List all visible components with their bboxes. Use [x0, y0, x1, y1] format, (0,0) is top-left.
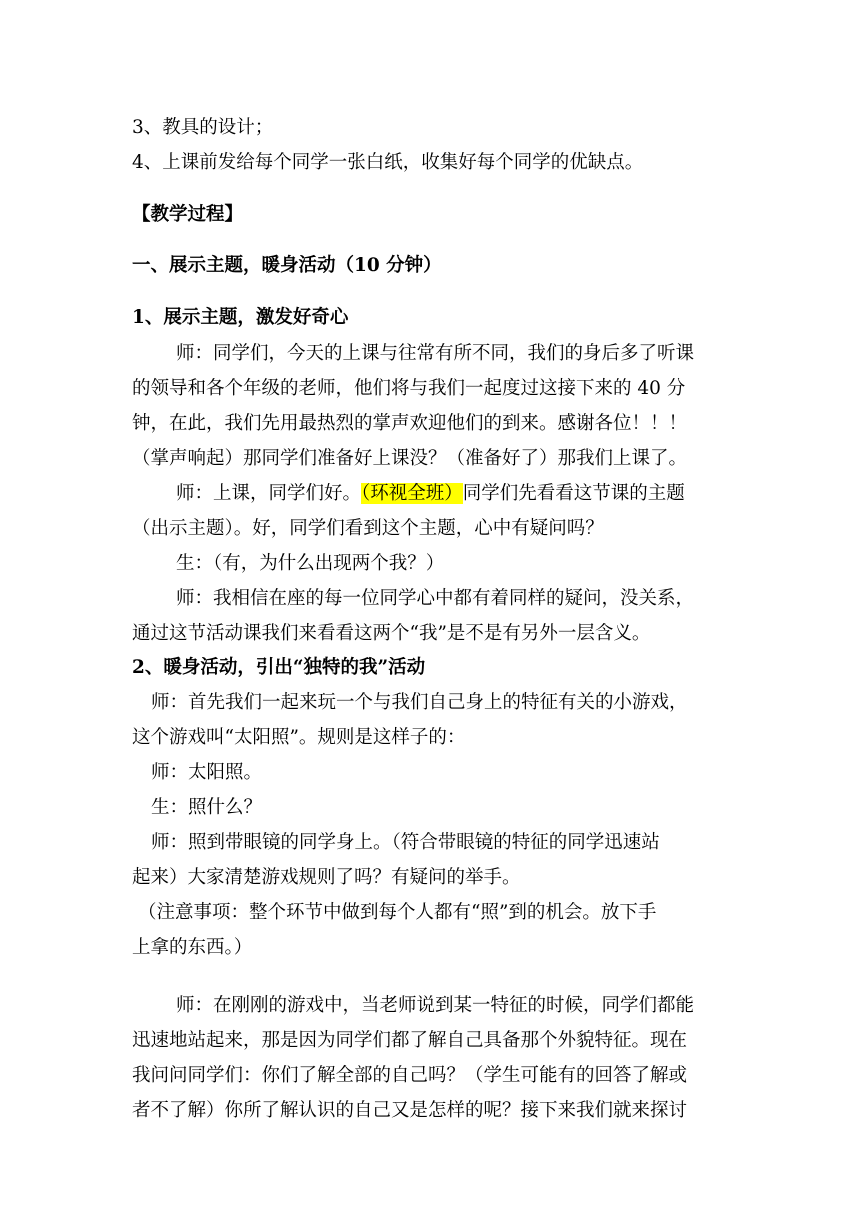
paragraph-line: （掌声响起）那同学们准备好上课没？（准备好了）那我们上课了。: [132, 448, 688, 469]
paragraph-line: 师：在刚刚的游戏中，当老师说到某一特征的时候，同学们都能: [176, 995, 695, 1016]
paragraph-line: 师：我相信在座的每一位同学心中都有着同样的疑问，没关系，: [176, 588, 695, 609]
part1-heading: 一、展示主题，暖身活动（10 分钟）: [132, 255, 442, 276]
highlighted-text: （环视全班）: [361, 483, 463, 504]
note-line: 上拿的东西。）: [132, 937, 253, 958]
paragraph-line: 师：同学们，今天的上课与往常有所不同，我们的身后多了听课: [176, 343, 695, 364]
paragraph-line: 这个游戏叫“太阳照”。规则是这样子的：: [132, 727, 466, 748]
text-span: 同学们先看看这节课的主题: [462, 483, 685, 504]
paragraph-line: 师：太阳照。: [151, 762, 263, 783]
paragraph-line: 迅速地站起来，那是因为同学们都了解自己具备那个外貌特征。现在: [132, 1030, 688, 1051]
paragraph-line: 我问问同学们：你们了解全部的自己吗？（学生可能有的回答了解或: [132, 1065, 688, 1086]
prep-item-3: 3、教具的设计；: [132, 117, 274, 138]
paragraph-line: 师：首先我们一起来玩一个与我们自己身上的特征有关的小游戏，: [151, 692, 688, 713]
paragraph-line: 起来）大家清楚游戏规则了吗？有疑问的举手。: [132, 867, 521, 888]
prep-item-4: 4、上课前发给每个同学一张白纸，收集好每个同学的优缺点。: [132, 152, 644, 173]
section-header: 【教学过程】: [132, 204, 244, 225]
paragraph-line: 者不了解）你所了解认识的自己又是怎样的呢？接下来我们就来探讨: [132, 1100, 688, 1121]
paragraph-line: 师：照到带眼镜的同学身上。（符合带眼镜的特征的同学迅速站: [151, 832, 660, 853]
paragraph-line: 的领导和各个年级的老师，他们将与我们一起度过这接下来的 40 分: [132, 378, 686, 399]
text-span: 师：上课，同学们好。: [176, 483, 362, 504]
sub1-heading: 1、展示主题，激发好奇心: [132, 307, 349, 328]
paragraph-line: 通过这节活动课我们来看看这两个“我”是不是有另外一层含义。: [132, 623, 651, 644]
paragraph-line: 钟，在此，我们先用最热烈的掌声欢迎他们的到来。感谢各位！！！: [132, 413, 688, 434]
paragraph-line: 生：照什么？: [151, 797, 263, 818]
paragraph-line: [176, 481, 776, 507]
paragraph-line: （出示主题）。好，同学们看到这个主题，心中有疑问吗？: [132, 518, 604, 539]
sub2-heading: 2、暖身活动，引出“独特的我”活动: [132, 657, 426, 678]
note-line: （注意事项：整个环节中做到每个人都有“照”到的机会。放下手: [138, 902, 657, 923]
paragraph-line: 生：（有，为什么出现两个我？）: [176, 553, 445, 574]
